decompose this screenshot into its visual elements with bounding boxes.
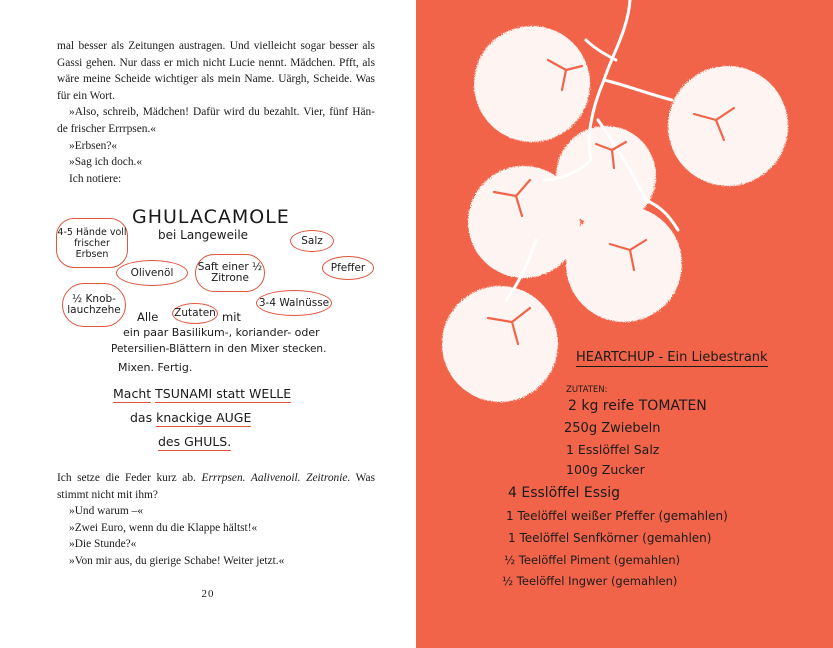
slogan-line [158, 434, 231, 449]
bubble-knoblauch: ½ Knob- lauchzehe [62, 283, 126, 327]
bubble-pfeffer: Pfeffer [322, 256, 374, 280]
slogan-line [130, 410, 251, 425]
recipe-instruction: ein paar Basilikum-, koriander- oder [123, 326, 320, 339]
italic-text: Errrpsen. Aalivenoil. Zeitronie. [201, 472, 351, 484]
ingredient: 1 Teelöffel Senfkörner (gemahlen) [508, 531, 712, 545]
recipe-instruction: Petersilien-Blättern in den Mixer stecken. [111, 343, 327, 355]
paragraph: mal besser als Zeitungen austragen. Und vielleicht sogar besser als Gassi gehen. Nur dass er mich nicht Lucie nennt. Mädchen. Pfft, als wäre meine Scheide wichtiger als mein Name. Uärgh, Scheide. Was für ein Wort. [57, 40, 375, 102]
bubble-zutaten: Zutaten [172, 303, 218, 324]
tomato-vine-illustration [416, 0, 833, 648]
slogan-word: Macht [113, 386, 152, 401]
paragraph: »Die Stunde?« [69, 538, 137, 551]
prose-top [57, 38, 375, 187]
ingredient: 100g Zucker [566, 462, 645, 477]
prose-bottom [57, 470, 375, 570]
tomato-icon [442, 286, 558, 402]
recipe-title-text: HEARTCHUP - Ein Liebestrank [576, 350, 768, 365]
ingredient: 1 Esslöffel Salz [566, 442, 660, 457]
recipe-subtitle: bei Langeweile [158, 228, 249, 242]
ingredient: ½ Teelöffel Piment (gemahlen) [504, 553, 681, 567]
recipe-title: GHULACAMOLE [132, 206, 290, 228]
bubble-olivenoel: Olivenöl [116, 260, 188, 286]
recipe-title [576, 350, 768, 365]
tomato-icon [566, 206, 682, 322]
tomato-icon [474, 26, 590, 142]
paragraph: »Also, schreib, Mädchen! Dafür wird du bezahlt. Vier, fünf Hän- de frischer Errrpsen.« [57, 106, 375, 135]
recipe-mit: mit [222, 310, 241, 324]
tomato-icon [468, 166, 580, 278]
tomato-icon [668, 66, 788, 186]
ingredient: 2 kg reife TOMATEN [568, 398, 707, 414]
page-number: 20 [201, 588, 215, 600]
ingredient: 250g Zwiebeln [564, 421, 661, 436]
paragraph: »Sag ich doch.« [69, 156, 143, 169]
slogan-word: das [130, 410, 153, 425]
text-run: Ich setze die Feder kurz ab. [57, 472, 202, 484]
paragraph [57, 470, 375, 503]
slogan-words: TSUNAMI statt WELLE [155, 386, 292, 401]
left-page [0, 0, 416, 648]
text-run: Was stimmt nicht mit ihm? [57, 472, 375, 501]
ingredient: ½ Teelöffel Ingwer (gemahlen) [502, 574, 678, 588]
paragraph: »Zwei Euro, wenn du die Klappe hältst!« [69, 521, 258, 534]
recipe-instruction: Mixen. Fertig. [118, 361, 193, 374]
bubble-saft: Saft einer ½ Zitrone [195, 254, 265, 292]
paragraph: »Erbsen?« [69, 139, 118, 152]
slogan-line [113, 386, 291, 401]
zutaten-label: ZUTATEN: [566, 385, 608, 395]
bubble-salz: Salz [290, 230, 334, 252]
right-page [416, 0, 833, 648]
paragraph: »Und warum –« [69, 505, 144, 518]
paragraph: »Von mir aus, du gierige Schabe! Weiter jetzt.« [69, 554, 285, 567]
recipe-alle: Alle [137, 310, 159, 324]
paragraph: Ich notiere: [69, 172, 122, 185]
slogan-words: des GHULS. [158, 434, 232, 449]
slogan-words: knackige AUGE [156, 410, 252, 425]
bubble-walnuesse: 3-4 Walnüsse [256, 290, 332, 316]
ingredient: 1 Teelöffel weißer Pfeffer (gemahlen) [506, 509, 728, 523]
ingredient: 4 Esslöffel Essig [508, 485, 621, 501]
bubble-erbsen: 4-5 Hände voll frischer Erbsen [56, 218, 128, 268]
